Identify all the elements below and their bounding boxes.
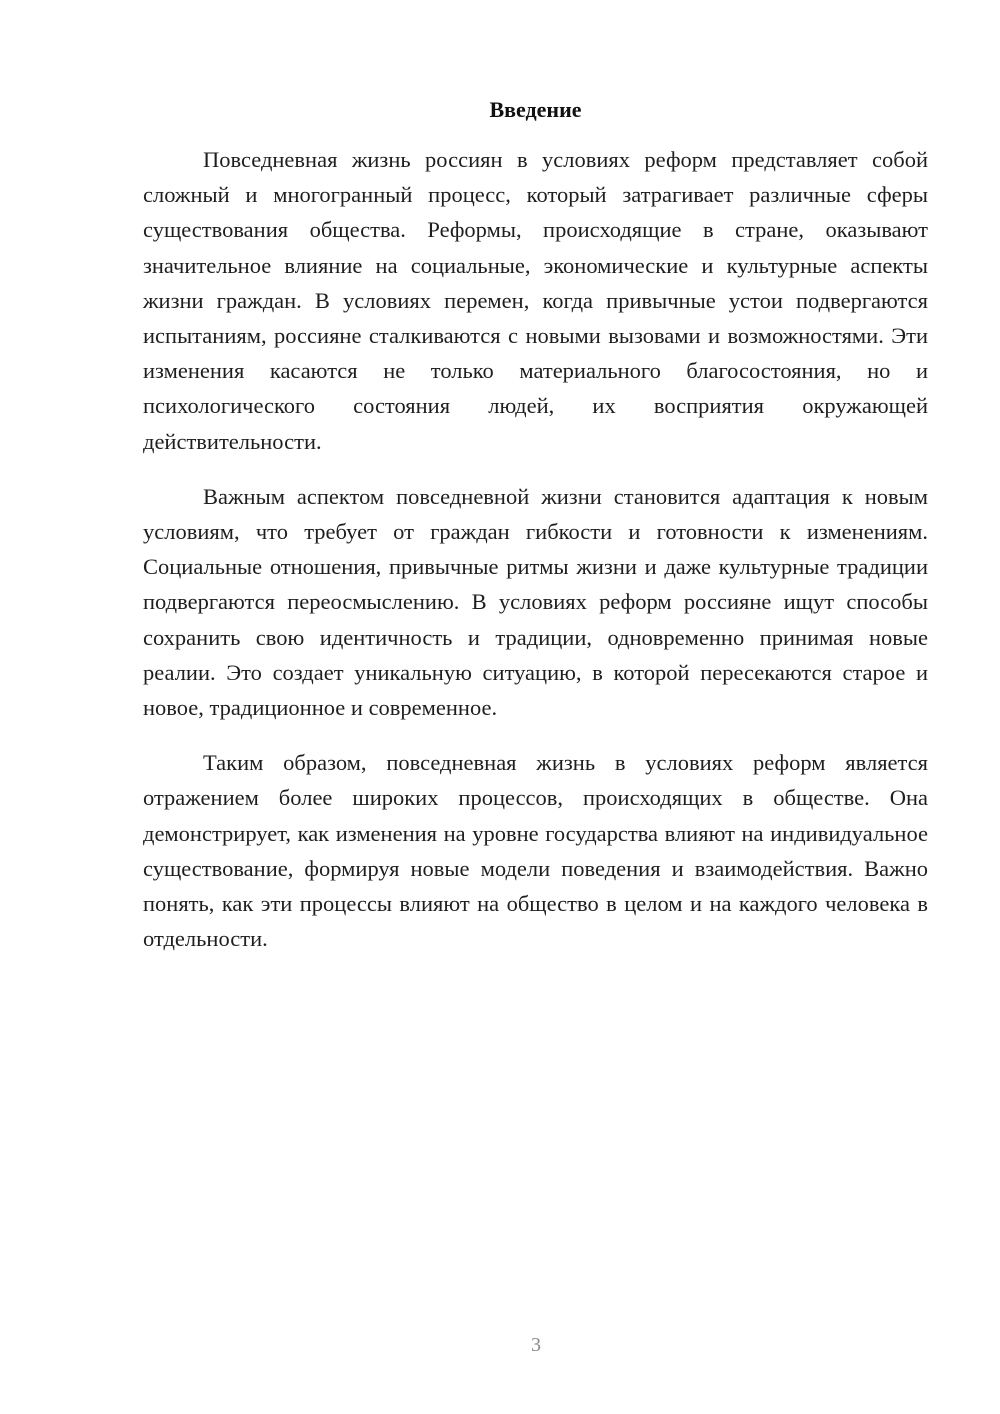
- paragraph-1: Повседневная жизнь россиян в условиях реформ представляет собой сложный и многогранный процесс, который затрагивает различные сферы существования общества. Реформы, происходящие в стране, оказывают значительное влияние на социальные, экономические и культурные аспекты жизни граждан. В условиях перемен, когда привычные устои подвергаются испытаниям, россияне сталкиваются с новыми вызовами и возможностями. Эти изменения касаются не только материального благосостояния, но и психологического состояния людей, их восприятия окружающей действительности.: [143, 147, 928, 454]
- page-content: [143, 92, 928, 956]
- section-title: [143, 92, 928, 128]
- section-title-text: Введение: [489, 97, 582, 122]
- page-number: 3: [531, 1334, 541, 1356]
- paragraph-2: Важным аспектом повседневной жизни становится адаптация к новым условиям, что требует от граждан гибкости и готовности к изменениям. Социальные отношения, привычные ритмы жизни и даже культурные традиции подвергаются переосмыслению. В условиях реформ россияне ищут способы сохранить свою идентичность и традиции, одновременно принимая новые реалии. Это создает уникальную ситуацию, в которой пересекаются старое и новое, традиционное и современное.: [143, 483, 928, 721]
- paragraph-3: Таким образом, повседневная жизнь в условиях реформ является отражением более широких процессов, происходящих в обществе. Она демонстрирует, как изменения на уровне государства влияют на индивидуальное существование, формируя новые модели поведения и взаимодействия. Важно понять, как эти процессы влияют на общество в целом и на каждого человека в отдельности.: [143, 750, 928, 952]
